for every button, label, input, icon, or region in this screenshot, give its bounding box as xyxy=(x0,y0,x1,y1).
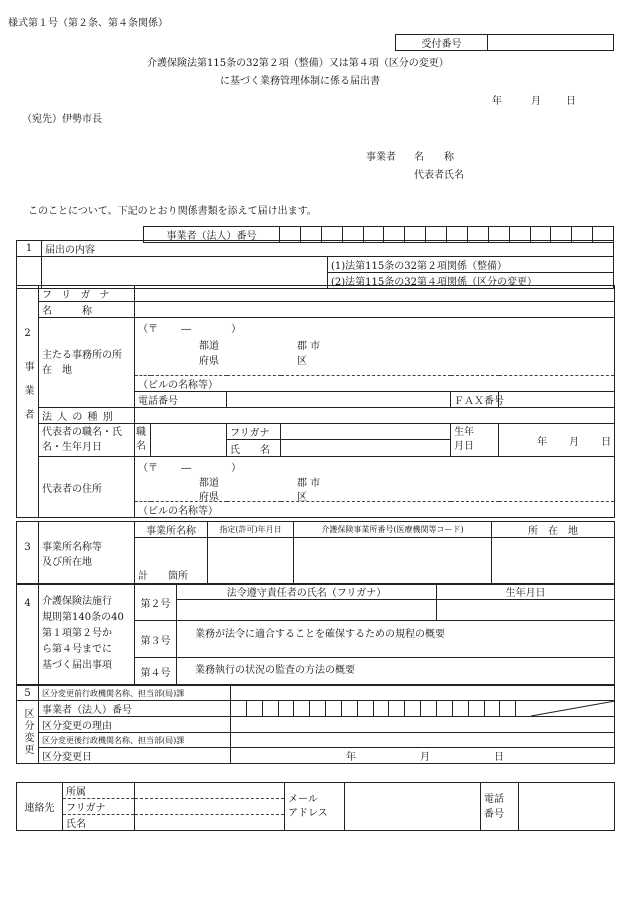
s5-reason-label: 区分変更の理由 xyxy=(39,717,231,733)
contact-label: 連絡先 xyxy=(17,783,63,831)
s2-postal: （〒 ― ） xyxy=(138,324,242,335)
s4-officer-label: 法令遵守責任者の氏名（フリガナ） xyxy=(177,584,437,600)
s5-next-field[interactable] xyxy=(231,733,615,748)
form-title-line2: に基づく業務管理体制に係る届出書 xyxy=(220,76,380,87)
s3-date-field[interactable] xyxy=(208,538,294,585)
s2-post-label: 職 名 xyxy=(135,424,151,457)
contact-dept-field[interactable] xyxy=(135,783,285,799)
s5-number: 5 xyxy=(17,686,39,701)
contact-tel-label: 電話 番号 xyxy=(481,783,519,831)
s5-prev-field[interactable] xyxy=(231,686,615,701)
s2-birth-day: 日 xyxy=(601,436,612,448)
s2-rep-address-field[interactable] xyxy=(135,457,615,502)
s4-birth-label: 生年月日 xyxy=(437,584,615,600)
s5-slash-line xyxy=(531,701,615,716)
representative-name-label: 代表者氏名 xyxy=(414,170,464,181)
s3-col-number: 介護保険事業所番号(医療機関等コード) xyxy=(294,522,492,538)
s2-rep-furigana-field[interactable] xyxy=(281,424,451,440)
s4-no4: 第４号 xyxy=(135,658,177,685)
s2-gunshi: 郡 市 xyxy=(297,341,321,352)
s2-building[interactable]: （ビルの名称等） xyxy=(135,376,615,392)
s2-rep-postal: （〒 ― ） xyxy=(138,463,242,474)
s5-corp-label: 事業者（法人）番号 xyxy=(39,701,231,717)
s2-rep-name-field[interactable] xyxy=(281,440,451,457)
s2-furigana-field[interactable] xyxy=(135,286,615,302)
s5-reason-field[interactable] xyxy=(231,717,615,733)
receipt-number-field[interactable] xyxy=(488,35,614,51)
s2-fax-field[interactable] xyxy=(499,392,615,408)
receipt-number-box xyxy=(395,34,614,51)
s2-rep-building[interactable]: （ビルの名称等） xyxy=(135,502,615,518)
contact-mail-label: メール アドレス xyxy=(285,783,345,831)
s2-fax-label: ＦＡＸ番号 xyxy=(451,392,499,408)
section-2 xyxy=(16,285,615,518)
s4-item3[interactable]: 業務が法令に適合することを確保するための規程の概要 xyxy=(177,621,615,658)
contact-table xyxy=(16,782,615,831)
s2-office-address-field[interactable] xyxy=(135,318,615,376)
contact-furigana-label: フリガナ xyxy=(63,799,135,815)
section-4 xyxy=(16,583,615,685)
s2-post-field[interactable] xyxy=(151,424,227,457)
s2-todo: 都道 xyxy=(199,341,219,352)
s2-corp-type-field[interactable] xyxy=(135,408,615,424)
s1-option-1[interactable]: (1)法第115条の32第２項関係（整備） xyxy=(328,257,614,273)
applicant-label: 事業者 xyxy=(366,152,396,163)
s2-phone-label: 電話番号 xyxy=(135,392,227,408)
section-5 xyxy=(16,685,615,764)
s3-location-field[interactable] xyxy=(492,538,615,585)
s2-birth-month: 月 xyxy=(569,436,580,448)
s4-no2: 第２号 xyxy=(135,584,177,621)
s2-rep-fuken: 府県 xyxy=(199,492,219,503)
s5-corp-cells[interactable] xyxy=(231,701,615,717)
s2-name-field[interactable] xyxy=(135,302,615,318)
addressee: （宛先）伊勢市長 xyxy=(22,114,102,125)
contact-mail-field[interactable] xyxy=(345,783,481,831)
form-title-line1: 介護保険法第115条の32第２項（整備）又は第４項（区分の変更） xyxy=(147,58,449,69)
s5-next-label: 区分変更後行政機関名称、担当部(局)課 xyxy=(39,733,231,748)
s5-date-field[interactable] xyxy=(231,748,615,764)
s3-title: 事業所名称等 及び所在地 xyxy=(39,522,135,585)
s5-year: 年 xyxy=(346,752,356,763)
s2-name-label: 名 称 xyxy=(39,302,135,318)
s4-item4[interactable]: 業務執行の状況の監査の方法の概要 xyxy=(177,658,615,685)
s2-rep-todo: 都道 xyxy=(199,478,219,489)
date-month: 月 xyxy=(531,96,541,107)
s4-no3: 第３号 xyxy=(135,621,177,658)
s2-rep-gunshi: 郡 市 xyxy=(297,478,321,489)
receipt-label: 受付番号 xyxy=(396,35,488,51)
s2-rep-address-label: 代表者の住所 xyxy=(39,457,135,518)
s5-month: 月 xyxy=(420,752,430,763)
s2-fuken: 府県 xyxy=(199,356,219,367)
s2-office-address-label: 主たる事務所の所 在 地 xyxy=(39,318,135,408)
s2-rep-label: 代表者の職名・氏名・生年月日 xyxy=(39,424,135,457)
contact-tel-field[interactable] xyxy=(519,783,615,831)
s2-vertical-label xyxy=(17,286,39,518)
s2-rep-ku: 区 xyxy=(297,492,307,503)
contact-name-label: 氏名 xyxy=(63,815,135,831)
date-day: 日 xyxy=(566,96,576,107)
s2-birth-label: 生年 月日 xyxy=(451,424,499,457)
s3-total[interactable]: 計 箇所 xyxy=(135,538,208,585)
s2-rep-name-label: 氏 名 xyxy=(227,440,281,457)
s3-number-field[interactable] xyxy=(294,538,492,585)
s1-option-2[interactable]: (2)法第115条の32第４項関係（区分の変更） xyxy=(328,273,614,289)
contact-name-field[interactable] xyxy=(135,815,285,831)
s2-birth-year: 年 xyxy=(537,436,548,448)
corp-number-label: 事業者（法人）番号 xyxy=(144,227,280,243)
date-year: 年 xyxy=(492,96,502,107)
s3-col-location: 所 在 地 xyxy=(492,522,615,538)
intro-text: このことについて、下記のとおり関係書類を添えて届け出ます。 xyxy=(28,206,317,217)
s3-number: 3 xyxy=(17,522,39,585)
s2-ku: 区 xyxy=(297,356,307,367)
s1-number: 1 xyxy=(17,241,42,257)
s4-title: 介護保険法施行 規則第140条の40 第１項第２号か ら第４号までに 基づく届出事項 xyxy=(39,584,135,685)
s2-corp-type-label: 法 人 の 種 別 xyxy=(39,408,135,424)
s2-jigyosha: 事業者 xyxy=(22,361,33,433)
s4-officer-field[interactable] xyxy=(177,600,437,621)
s3-col-date: 指定(許可)年月日 xyxy=(208,522,294,538)
s5-day: 日 xyxy=(494,752,504,763)
s2-birth-field[interactable] xyxy=(499,424,615,457)
s5-vertical-label: 区分変更 xyxy=(17,701,39,764)
s2-number: 2 xyxy=(24,328,31,339)
s2-rep-furigana-label: フリガナ xyxy=(227,424,281,440)
section-3 xyxy=(16,521,615,585)
s5-prev-label: 区分変更前行政機関名称、担当部(局)課 xyxy=(39,686,231,701)
applicant-name-label: 名 称 xyxy=(414,152,454,163)
contact-dept-label: 所属 xyxy=(63,783,135,799)
s4-number: 4 xyxy=(17,584,39,685)
s1-title: 届出の内容 xyxy=(42,241,614,257)
contact-furigana-field[interactable] xyxy=(135,799,285,815)
s2-phone-field[interactable] xyxy=(227,392,451,408)
form-number: 様式第１号（第２条、第４条関係） xyxy=(8,18,168,29)
s2-furigana-label: フ リ ガ ナ xyxy=(39,286,135,302)
s3-col-name: 事業所名称 xyxy=(135,522,208,538)
section-1 xyxy=(16,240,614,289)
s5-date-label: 区分変更日 xyxy=(39,748,231,764)
s4-birth-field[interactable] xyxy=(437,600,615,621)
